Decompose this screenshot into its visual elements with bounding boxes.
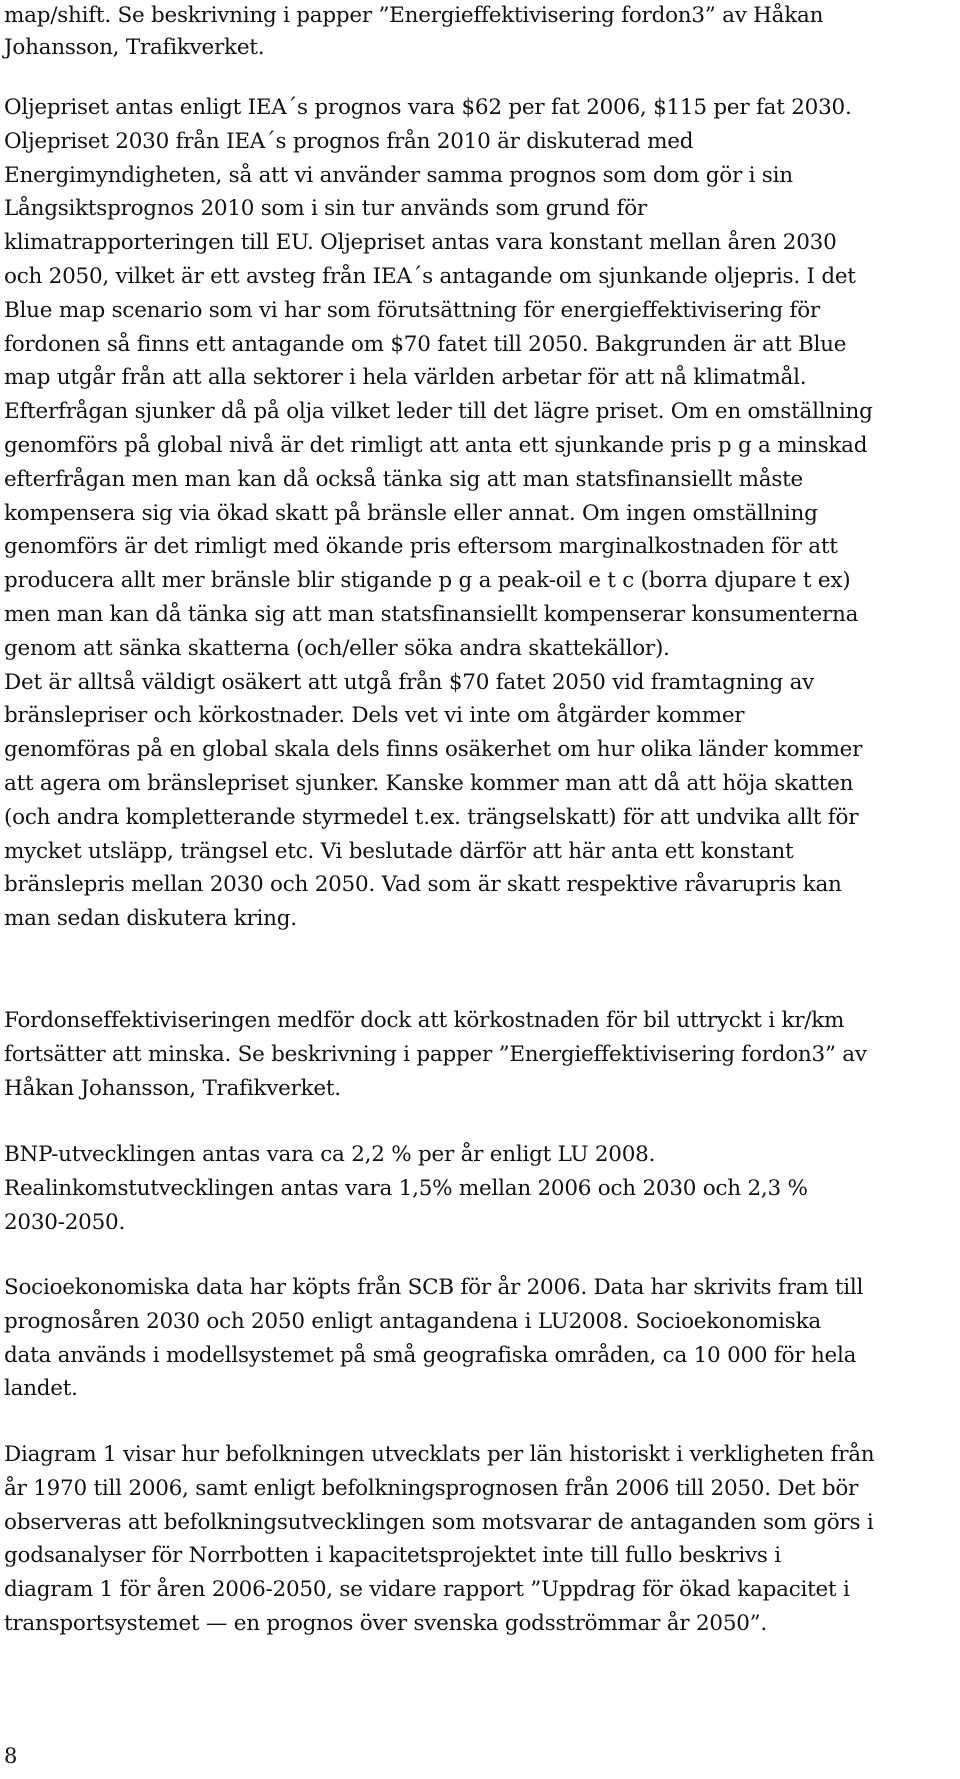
text-line: efterfrågan men man kan då också tänka sig att man statsfinansiellt måste — [4, 466, 803, 492]
text-line: att agera om bränslepriset sjunker. Kanske kommer man att då att höja skatten — [4, 770, 854, 796]
text-line: mycket utsläpp, trängsel etc. Vi beslutade därför att här anta ett konstant — [4, 838, 794, 864]
text-line: 2030-2050. — [4, 1209, 126, 1235]
paragraph-5 — [4, 1271, 952, 1406]
text-line: kompensera sig via ökad skatt på bränsle eller annat. Om ingen omställning — [4, 500, 818, 526]
text-line: BNP-utvecklingen antas vara ca 2,2 % per år enligt LU 2008. — [4, 1142, 656, 1167]
text-line: (och andra kompletterande styrmedel t.ex. trängselskatt) för att undvika allt för — [4, 804, 859, 830]
text-line: år 1970 till 2006, samt enligt befolkningsprognosen från 2006 till 2050. Det bör — [4, 1475, 859, 1501]
text-line: map/shift. Se beskrivning i papper ”Energieffektivisering fordon3” av Håkan — [4, 3, 824, 28]
text-line: genom att sänka skatterna (och/eller söka andra skattekällor). — [4, 635, 670, 661]
text-line: Blue map scenario som vi har som förutsättning för energieffektivisering för — [4, 297, 820, 323]
text-line: klimatrapporteringen till EU. Oljepriset antas vara konstant mellan åren 2030 — [4, 230, 837, 256]
text-line: map utgår från att alla sektorer i hela världen arbetar för att nå klimatmål. — [4, 365, 807, 391]
text-line: Efterfrågan sjunker då på olja vilket leder till det lägre priset. Om en omställning — [4, 399, 873, 425]
text-line: transportsystemet — en prognos över svenska godsströmmar år 2050”. — [4, 1610, 768, 1636]
paragraph-6 — [4, 1438, 952, 1641]
text-line: fordonen så finns ett antagande om $70 fatet till 2050. Bakgrunden är att Blue — [4, 331, 847, 357]
text-line: prognosåren 2030 och 2050 enligt antagandena i LU2008. Socioekonomiska — [4, 1308, 821, 1334]
text-line: Johansson, Trafikverket. — [4, 34, 265, 60]
text-line: genomförs är det rimligt med ökande pris eftersom marginalkostnaden för att — [4, 534, 838, 560]
text-line: och 2050, vilket är ett avsteg från IEA´s antagande om sjunkande oljepris. I det — [4, 263, 856, 289]
text-line: Långsiktsprognos 2010 som i sin tur används som grund för — [4, 196, 647, 222]
text-line: diagram 1 för åren 2006-2050, se vidare rapport ”Uppdrag för ökad kapacitet i — [4, 1577, 850, 1603]
paragraph-1 — [4, 0, 952, 63]
text-line: Socioekonomiska data har köpts från SCB för år 2006. Data har skrivits fram till — [4, 1275, 864, 1300]
paragraph-2 — [4, 91, 952, 936]
text-line: Oljepriset antas enligt IEA´s prognos vara $62 per fat 2006, $115 per fat 2030. — [4, 95, 852, 120]
text-line: Energimyndigheten, så att vi använder samma prognos som dom gör i sin — [4, 162, 793, 188]
text-line: man sedan diskutera kring. — [4, 906, 297, 932]
paragraph-4 — [4, 1138, 952, 1239]
text-line: Oljepriset 2030 från IEA´s prognos från 2010 är diskuterad med — [4, 128, 694, 154]
text-line: bränslepriser och körkostnader. Dels vet vi inte om åtgärder kommer — [4, 703, 745, 729]
text-line: genomföras på en global skala dels finns osäkerhet om hur olika länder kommer — [4, 737, 863, 763]
text-line: producera allt mer bränsle blir stigande p g a peak-oil e t c (borra djupare t ex) — [4, 568, 851, 594]
text-line: godsanalyser för Norrbotten i kapacitetsprojektet inte till fullo beskrivs i — [4, 1543, 781, 1569]
text-line: observeras att befolkningsutvecklingen som motsvarar de antaganden som görs i — [4, 1509, 874, 1535]
text-line: landet. — [4, 1376, 78, 1402]
text-line: Diagram 1 visar hur befolkningen utvecklats per län historiskt i verkligheten från — [4, 1442, 875, 1467]
text-line: men man kan då tänka sig att man statsfinansiellt kompenserar konsumenterna — [4, 601, 859, 627]
text-line: Det är alltså väldigt osäkert att utgå från $70 fatet 2050 vid framtagning av — [4, 669, 815, 695]
text-line: genomförs på global nivå är det rimligt att anta ett sjunkande pris p g a minskad — [4, 432, 868, 458]
text-line: Håkan Johansson, Trafikverket. — [4, 1075, 341, 1101]
page-number: 8 — [4, 1744, 18, 1768]
text-line: Realinkomstutvecklingen antas vara 1,5% mellan 2006 och 2030 och 2,3 % — [4, 1175, 808, 1201]
paragraph-3 — [4, 1004, 952, 1105]
text-line: Fordonseffektiviseringen medför dock att körkostnaden för bil uttryckt i kr/km — [4, 1008, 845, 1033]
text-line: bränslepris mellan 2030 och 2050. Vad som är skatt respektive råvarupris kan — [4, 872, 842, 898]
text-line: fortsätter att minska. Se beskrivning i papper ”Energieffektivisering fordon3” av — [4, 1041, 867, 1067]
text-line: data används i modellsystemet på små geografiska områden, ca 10 000 för hela — [4, 1342, 857, 1368]
